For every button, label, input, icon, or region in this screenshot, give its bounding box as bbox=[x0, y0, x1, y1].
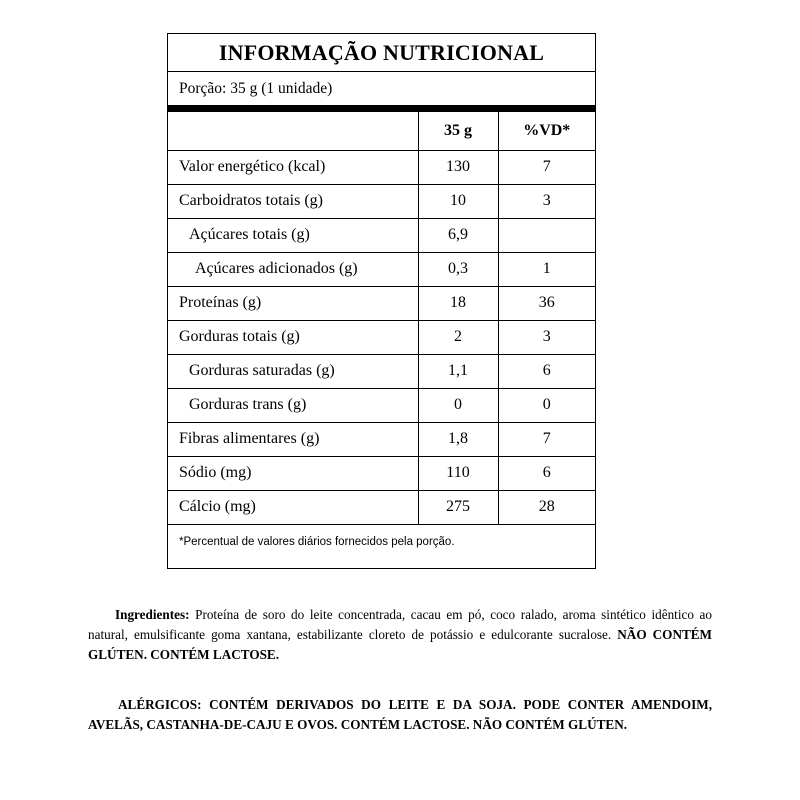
nutrient-name: Cálcio (mg) bbox=[168, 490, 418, 524]
ingredients-text: Proteína de soro do leite concentrada, cacau em pó, coco ralado, aroma sintético idêntico ao natural, emulsificante goma xantana, estabilizante cloreto de potássio e edulcorante sucralose. bbox=[88, 607, 712, 642]
table-row bbox=[168, 422, 595, 456]
table-header-row bbox=[168, 112, 595, 150]
nutrient-vd: 6 bbox=[498, 456, 595, 490]
nutrient-name: Carboidratos totais (g) bbox=[168, 184, 418, 218]
nutrient-amount: 0,3 bbox=[418, 252, 498, 286]
nutrient-name: Gorduras trans (g) bbox=[168, 388, 418, 422]
nutrient-amount: 0 bbox=[418, 388, 498, 422]
nutrient-vd: 0 bbox=[498, 388, 595, 422]
allergens-text: ALÉRGICOS: CONTÉM DERIVADOS DO LEITE E DA SOJA. PODE CONTER AMENDOIM, AVELÃS, CASTANHA-DE-CAJU E OVOS. CONTÉM LACTOSE. NÃO CONTÉM GLÚTEN. bbox=[88, 697, 712, 732]
nutrient-amount: 130 bbox=[418, 150, 498, 184]
nutrient-vd: 6 bbox=[498, 354, 595, 388]
table-row bbox=[168, 354, 595, 388]
label-title: INFORMAÇÃO NUTRICIONAL bbox=[168, 34, 595, 72]
nutrient-vd: 3 bbox=[498, 184, 595, 218]
allergens-paragraph bbox=[88, 695, 712, 735]
portion-size: Porção: 35 g (1 unidade) bbox=[168, 72, 595, 112]
table-row bbox=[168, 184, 595, 218]
gluten-lactose-warning: NÃO CONTÉM GLÚTEN. CONTÉM LACTOSE. bbox=[88, 627, 713, 662]
nutrient-amount: 1,1 bbox=[418, 354, 498, 388]
nutrient-vd: 3 bbox=[498, 320, 595, 354]
nutrient-name: Fibras alimentares (g) bbox=[168, 422, 418, 456]
nutrient-name: Valor energético (kcal) bbox=[168, 150, 418, 184]
header-amount: 35 g bbox=[418, 112, 498, 150]
header-empty-cell bbox=[168, 112, 418, 150]
nutrient-vd: 28 bbox=[498, 490, 595, 524]
nutrient-name: Sódio (mg) bbox=[168, 456, 418, 490]
nutrient-name: Proteínas (g) bbox=[168, 286, 418, 320]
nutrient-vd bbox=[498, 218, 595, 252]
table-row bbox=[168, 252, 595, 286]
ingredients-heading: Ingredientes: bbox=[115, 607, 190, 622]
table-row bbox=[168, 490, 595, 524]
nutrient-amount: 18 bbox=[418, 286, 498, 320]
header-vd: %VD* bbox=[498, 112, 595, 150]
table-row bbox=[168, 150, 595, 184]
nutrient-name: Açúcares adicionados (g) bbox=[168, 252, 418, 286]
table-row bbox=[168, 320, 595, 354]
nutrient-amount: 275 bbox=[418, 490, 498, 524]
nutrient-name: Gorduras totais (g) bbox=[168, 320, 418, 354]
table-row bbox=[168, 456, 595, 490]
nutrient-amount: 1,8 bbox=[418, 422, 498, 456]
nutrient-vd: 1 bbox=[498, 252, 595, 286]
nutrient-name: Açúcares totais (g) bbox=[168, 218, 418, 252]
nutrient-amount: 110 bbox=[418, 456, 498, 490]
table-row bbox=[168, 218, 595, 252]
nutrient-amount: 6,9 bbox=[418, 218, 498, 252]
nutrient-name: Gorduras saturadas (g) bbox=[168, 354, 418, 388]
nutrient-vd: 7 bbox=[498, 422, 595, 456]
table-row bbox=[168, 286, 595, 320]
table-row bbox=[168, 388, 595, 422]
nutrient-vd: 7 bbox=[498, 150, 595, 184]
nutrient-vd: 36 bbox=[498, 286, 595, 320]
ingredients-paragraph bbox=[88, 605, 712, 665]
nutrition-table bbox=[168, 112, 595, 525]
nutrition-label bbox=[167, 33, 596, 569]
nutrient-amount: 2 bbox=[418, 320, 498, 354]
nutrient-amount: 10 bbox=[418, 184, 498, 218]
footnote: *Percentual de valores diários fornecidos pela porção. bbox=[179, 535, 455, 548]
